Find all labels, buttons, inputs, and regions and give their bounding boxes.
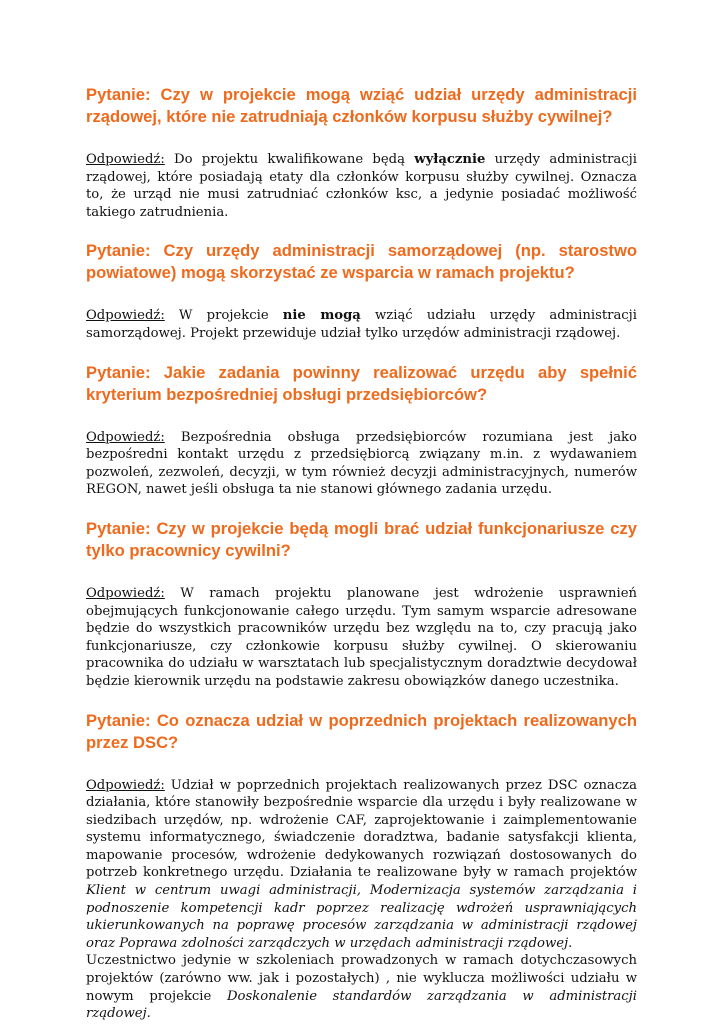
answer-paragraph [86,307,637,342]
faq-item-2 [86,240,637,342]
answer-label: Odpowiedź: [86,777,165,793]
answer-emphasis: wyłącznie [414,152,486,167]
answer-paragraph [86,777,637,953]
answer-italic-text: Doskonalenie standardów zarządzania w administracji rządowej. [86,988,637,1022]
answer-text: Bezpośrednia obsługa przedsiębiorców rozumiana jest jako bezpośredni kontakt urzędu z przedsiębiorcą związany m.in. z wydawaniem pozwoleń, zezwoleń, decyzji, w tym również decyzji administracyjnych, numerów REGON, nawet jeśli obsługa ta nie stanowi głównego zadania urzędu. [86,429,637,498]
answer-label: Odpowiedź: [86,585,165,601]
question-heading: Pytanie: Czy w projekcie mogą wziąć udział urzędy administracji rządowej, które nie zatrudniają członków korpusu służby cywilnej? [86,85,637,126]
answer-text: Udział w poprzednich projektach realizowanych przez DSC oznacza działania, które stanowiły bezpośrednie wsparcie dla urzędu i były realizowane w siedzibach urzędów, np. wdrożenie CAF, zaprojektowanie i zaimplementowanie systemu informatycznego, świadczenie doradztwa, badanie satysfakcji klienta, mapowanie procesów, wdrożenie dedykowanych rozwiązań dostosowanych do potrzeb konkretnego urzędu. Działania te realizowane były w ramach projektów [86,777,637,881]
answer-text: wziąć udziału urzędy administracji samorządowej. Projekt przewiduje udział tylko urzędów administracji rządowej. [86,308,637,341]
faq-item-3 [86,362,637,499]
answer-text: Do projektu kwalifikowane będą [164,152,415,167]
question-heading: Pytanie: Co oznacza udział w poprzednich projektach realizowanych przez DSC? [86,710,637,752]
question-heading: Pytanie: Jakie zadania powinny realizować urzędu aby spełnić kryterium bezpośredniej obsługi przedsiębiorców? [86,362,637,404]
answer-text: Uczestnictwo jedynie w szkoleniach prowadzonych w ramach dotychczasowych projektów (zarówno ww. jak i pozostałych) , nie wyklucza możliwości udziału w nowym projekcie [86,953,637,1004]
answer-italic-text: Klient w centrum uwagi administracji, Modernizacja systemów zarządzania i podnoszenie kompetencji kadr poprzez realizację wdrożeń usprawniających ukierunkowanych na poprawę procesów zarządzania w administracji rządowej oraz Poprawa zdolności zarządczych w urzędach administracji rządowej. [86,883,637,951]
question-heading: Pytanie: Czy w projekcie będą mogli brać udział funkcjonariusze czy tylko pracownicy cywilni? [86,518,637,560]
answer-paragraph [86,429,637,499]
answer-label: Odpowiedź: [86,308,165,324]
answer-paragraph [86,585,637,691]
answer-label: Odpowiedź: [86,429,165,445]
answer-paragraph [86,151,637,221]
answer-text: urzędy administracji rządowej, które posiadają etaty dla członków korpusu służby cywilnej. Oznacza to, że urząd nie musi zatrudniać członków ksc, a jedynie posiadać możliwość takiego zatrudnienia. [86,152,637,220]
answer-label: Odpowiedź: [86,152,165,167]
answer-text: W projekcie [164,308,283,324]
faq-item-4 [86,518,637,691]
answer-text: W ramach projektu planowane jest wdrożenie usprawnień obejmujących funkcjonowanie całego urzędu. Tym samym wsparcie adresowane będzie do wszystkich pracowników urzędu bez względu na to, czy pracują jako funkcjonariusze, czy członkowie korpusu służby cywilnej. O skierowaniu pracownika do udziału w warsztatach lub specjalistycznym doradztwie decydował będzie kierownik urzędu na podstawie zakresu obowiązków danego uczestnika. [86,585,637,689]
answer-emphasis: nie mogą [282,308,361,324]
faq-item-5 [86,710,637,1023]
document-page [86,84,637,1023]
answer-paragraph-2 [86,952,637,1022]
faq-item-1 [86,84,637,221]
question-heading: Pytanie: Czy urzędy administracji samorządowej (np. starostwo powiatowe) mogą skorzystać ze wsparcia w ramach projektu? [86,241,637,283]
